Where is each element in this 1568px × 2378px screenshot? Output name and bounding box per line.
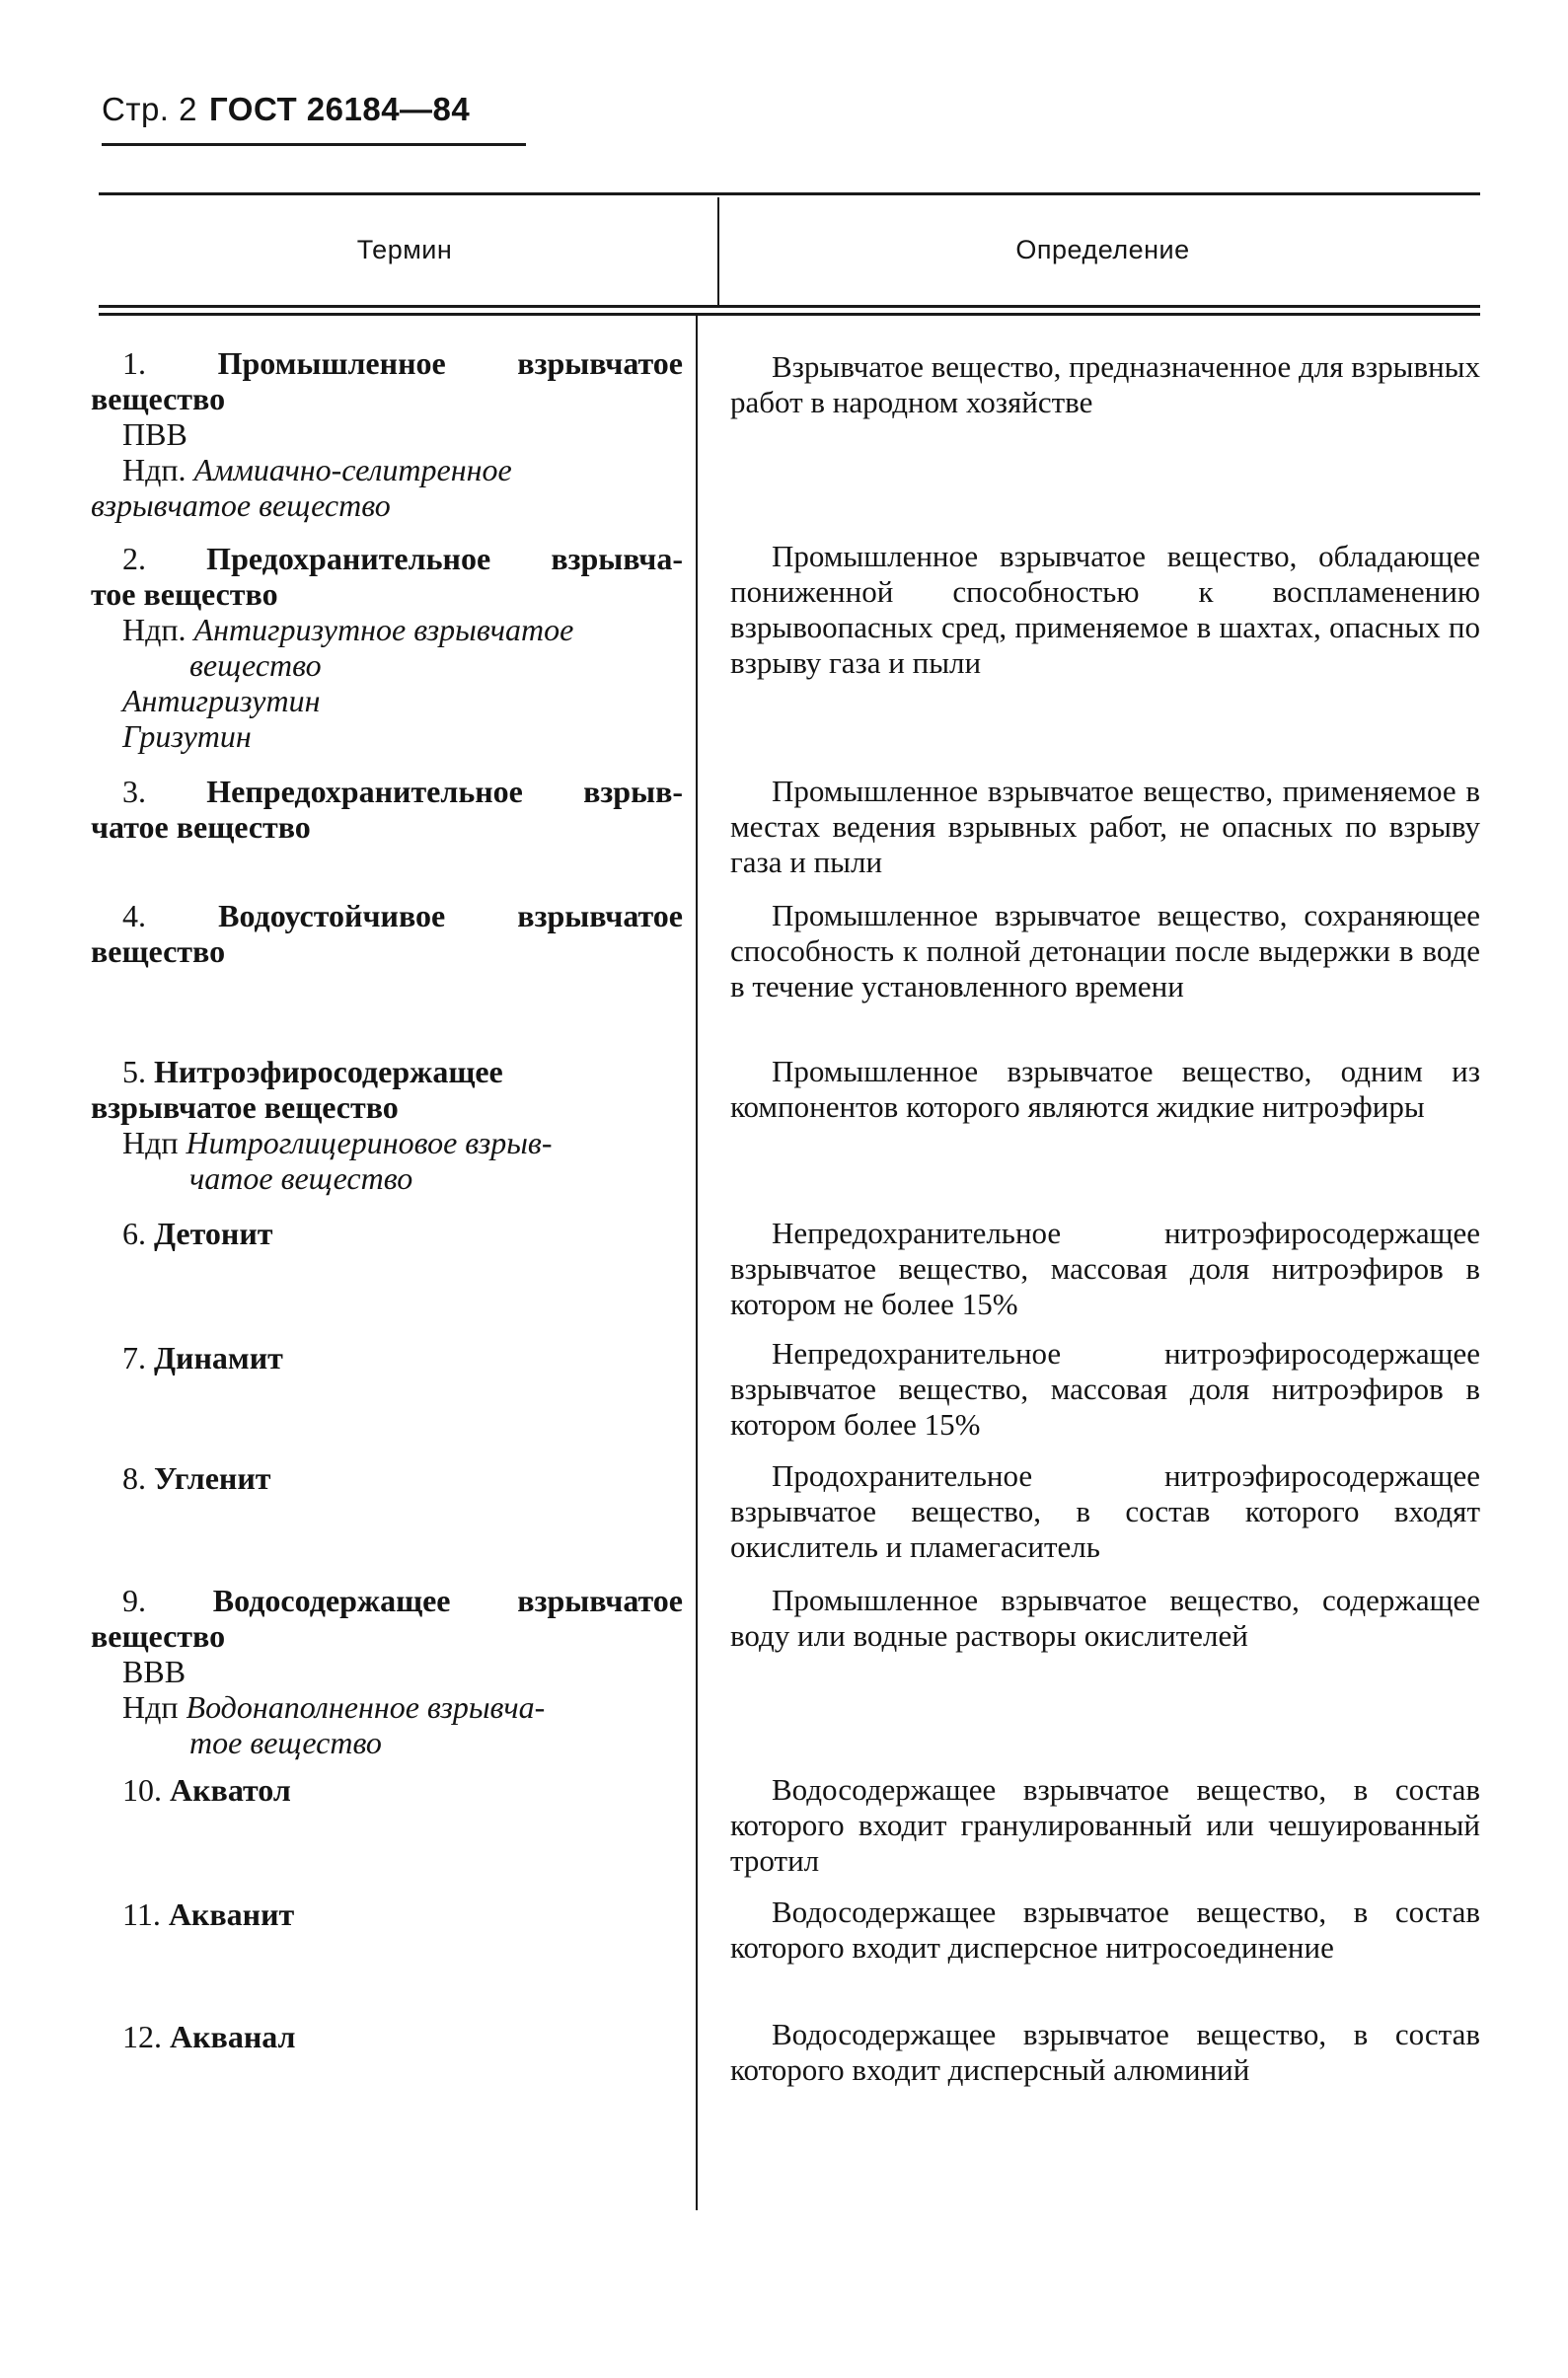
page-number: Стр. 2 — [102, 91, 197, 127]
term-name-cont: вещество — [91, 1618, 226, 1654]
term-number: 1. — [122, 345, 146, 381]
term-entry — [91, 1460, 683, 1496]
definition — [730, 898, 1480, 1004]
definition-text: Продохранительное нитроэфиросодержащее взрывчатое вещество, в состав которого входят окислитель и пламегаситель — [730, 1458, 1480, 1564]
term-name: Водоустойчивое взрывчатое — [218, 898, 684, 933]
definition-text: Непредохранительное нитроэфиросодержащее взрывчатое вещество, массовая доля нитроэфиров в котором не более 15% — [730, 1216, 1480, 1321]
term-entry — [91, 1216, 683, 1251]
header-rule — [102, 143, 526, 146]
term-name-cont: тое вещество — [91, 576, 278, 612]
definition — [730, 1772, 1480, 1879]
term-name: Предохранительное взрывча- — [206, 541, 683, 576]
term-number: 6. — [122, 1216, 146, 1251]
term-entry — [91, 345, 683, 523]
definition — [730, 1895, 1480, 1966]
ndp-term-cont: вещество — [189, 647, 322, 683]
term-line — [91, 345, 683, 381]
term-name: Промышленное взрывчатое — [217, 345, 683, 381]
term-entry — [91, 1583, 683, 1760]
definition — [730, 1216, 1480, 1322]
ndp-term: Антигризутное взрывчатое — [193, 612, 574, 647]
term-entry — [91, 2019, 683, 2054]
definition — [730, 1336, 1480, 1443]
term-name: Водосодержащее взрывчатое — [212, 1583, 683, 1618]
definition — [730, 1583, 1480, 1654]
ndp-term: Гризутин — [122, 718, 252, 754]
ndp-term: Нитроглицериновое взрыв- — [186, 1125, 553, 1160]
term-abbreviation: ПВВ — [122, 416, 187, 452]
definition — [730, 349, 1480, 420]
definition-text: Промышленное взрывчатое вещество, содержащее воду или водные растворы окислителей — [730, 1583, 1480, 1653]
term-name: Нитроэфиросодержащее — [154, 1054, 503, 1089]
definition — [730, 1458, 1480, 1565]
term-entry — [91, 1896, 683, 1932]
term-number: 3. — [122, 774, 146, 809]
column-header-term: Термин — [356, 235, 453, 264]
definition-text: Промышленное взрывчатое вещество, обладающее пониженной способностью к воспламенению взрывоопасных сред, применяемое в шахтах, опасных по взрыву газа и пыли — [730, 539, 1480, 680]
term-number: 11. — [122, 1896, 161, 1932]
ndp-label: Ндп. — [122, 452, 187, 487]
term-name: Акватол — [170, 1772, 291, 1808]
term-name: Непредохранительное взрыв- — [206, 774, 683, 809]
definition-text: Водосодержащее взрывчатое вещество, в состав которого входит дисперсный алюминий — [730, 2017, 1480, 2087]
page-header — [102, 91, 470, 128]
term-entry — [91, 898, 683, 969]
ndp-term-cont: чатое вещество — [189, 1160, 413, 1196]
definition-text: Промышленное взрывчатое вещество, одним из компонентов которого являются жидкие нитроэфиры — [730, 1054, 1480, 1124]
ndp-label: Ндп — [122, 1125, 179, 1160]
definition-text: Взрывчатое вещество, предназначенное для взрывных работ в народном хозяйстве — [730, 349, 1480, 419]
term-number: 5. — [122, 1054, 146, 1089]
term-entry — [91, 541, 683, 754]
table-header-rule — [99, 305, 1480, 308]
column-divider-head — [717, 197, 719, 308]
table-header-rule-double — [99, 313, 1480, 316]
definition-text: Водосодержащее взрывчатое вещество, в состав которого входит гранулированный или чешуированный тротил — [730, 1772, 1480, 1878]
ndp-label: Ндп — [122, 1689, 179, 1725]
definition-text: Непредохранительное нитроэфиросодержащее взрывчатое вещество, массовая доля нитроэфиров в котором более 15% — [730, 1336, 1480, 1442]
term-entry — [91, 1772, 683, 1808]
term-number: 12. — [122, 2019, 162, 2054]
definition — [730, 1054, 1480, 1125]
term-name: Детонит — [154, 1216, 273, 1251]
standard-id: ГОСТ 26184—84 — [209, 91, 471, 127]
definition-text: Водосодержащее взрывчатое вещество, в состав которого входит дисперсное нитросоединение — [730, 1895, 1480, 1965]
term-number: 10. — [122, 1772, 162, 1808]
table-top-rule — [99, 192, 1480, 195]
definition-text: Промышленное взрывчатое вещество, сохраняющее способность к полной детонации после выдержки в воде в течение установленного времени — [730, 898, 1480, 1003]
definition — [730, 774, 1480, 880]
term-number: 9. — [122, 1583, 146, 1618]
term-entry — [91, 774, 683, 845]
column-divider-body — [696, 316, 698, 2210]
term-abbreviation: ВВВ — [122, 1654, 187, 1689]
term-entry — [91, 1340, 683, 1375]
term-number: 4. — [122, 898, 146, 933]
term-name: Динамит — [154, 1340, 283, 1375]
ndp-label: Ндп. — [122, 612, 187, 647]
term-entry — [91, 1054, 683, 1196]
ndp-term-cont: взрывчатое вещество — [91, 487, 391, 523]
ndp-term: Аммиачно-селитренное — [193, 452, 512, 487]
term-name: Акванал — [170, 2019, 296, 2054]
ndp-term: Водонаполненное взрывча- — [186, 1689, 546, 1725]
definition-text: Промышленное взрывчатое вещество, применяемое в местах ведения взрывных работ, не опасных по взрыву газа и пыли — [730, 774, 1480, 879]
term-number: 2. — [122, 541, 146, 576]
term-name-cont: взрывчатое вещество — [91, 1089, 399, 1125]
definition — [730, 539, 1480, 681]
term-name-cont: вещество — [91, 933, 226, 969]
ndp-term-cont: тое вещество — [189, 1725, 382, 1760]
term-name: Угленит — [154, 1460, 271, 1496]
definition — [730, 2017, 1480, 2088]
ndp-term: Антигризутин — [122, 683, 321, 718]
column-header-definition: Определение — [1015, 235, 1190, 264]
term-number: 7. — [122, 1340, 146, 1375]
term-name-cont: вещество — [91, 381, 226, 416]
term-name-cont: чатое вещество — [91, 809, 311, 845]
term-number: 8. — [122, 1460, 146, 1496]
term-name: Акванит — [168, 1896, 295, 1932]
